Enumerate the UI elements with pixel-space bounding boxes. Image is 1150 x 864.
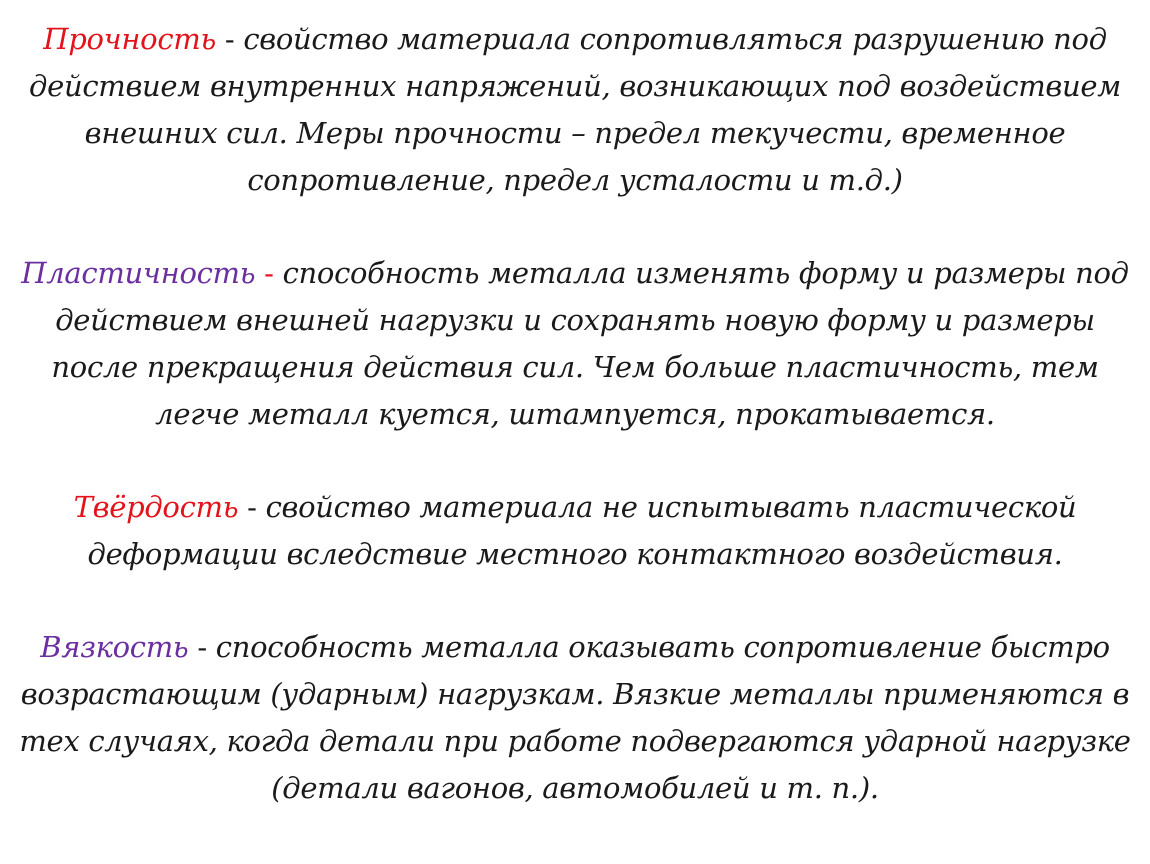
paragraph-hardness <box>18 484 1132 578</box>
definition-toughness: способность металла оказывать сопротивление быстро возрастающим (ударным) нагрузкам. Вязкие металлы применяются в тех случаях, когда детали при работе подвергаются ударной нагрузке (детали вагонов, автомобилей и т. п.). <box>19 630 1131 805</box>
dash-separator: - <box>188 630 216 664</box>
paragraph-toughness <box>18 624 1132 812</box>
dash-separator: - <box>238 490 266 524</box>
term-plasticity: Пластичность <box>21 256 256 290</box>
term-toughness: Вязкость <box>40 630 189 664</box>
paragraph-strength <box>18 16 1132 204</box>
term-strength: Прочность <box>43 22 216 56</box>
paragraph-plasticity <box>18 250 1132 438</box>
definition-strength: свойство материала сопротивляться разрушению под действием внутренних напряжений, возникающих под воздействием внешних сил. Меры прочности – предел текучести, временное сопротивление, предел усталости и т.д.) <box>29 22 1121 197</box>
definition-hardness: свойство материала не испытывать пластической деформации вследствие местного контактного воздействия. <box>87 490 1077 571</box>
dash-separator: - <box>255 256 283 290</box>
dash-separator: - <box>215 22 244 56</box>
term-hardness: Твёрдость <box>73 490 239 524</box>
definition-plasticity: способность металла изменять форму и размеры под действием внешней нагрузки и сохранять новую форму и размеры после прекращения действия сил. Чем больше пластичность, тем легче металл куется, штампуется, прокатывается. <box>51 256 1129 431</box>
